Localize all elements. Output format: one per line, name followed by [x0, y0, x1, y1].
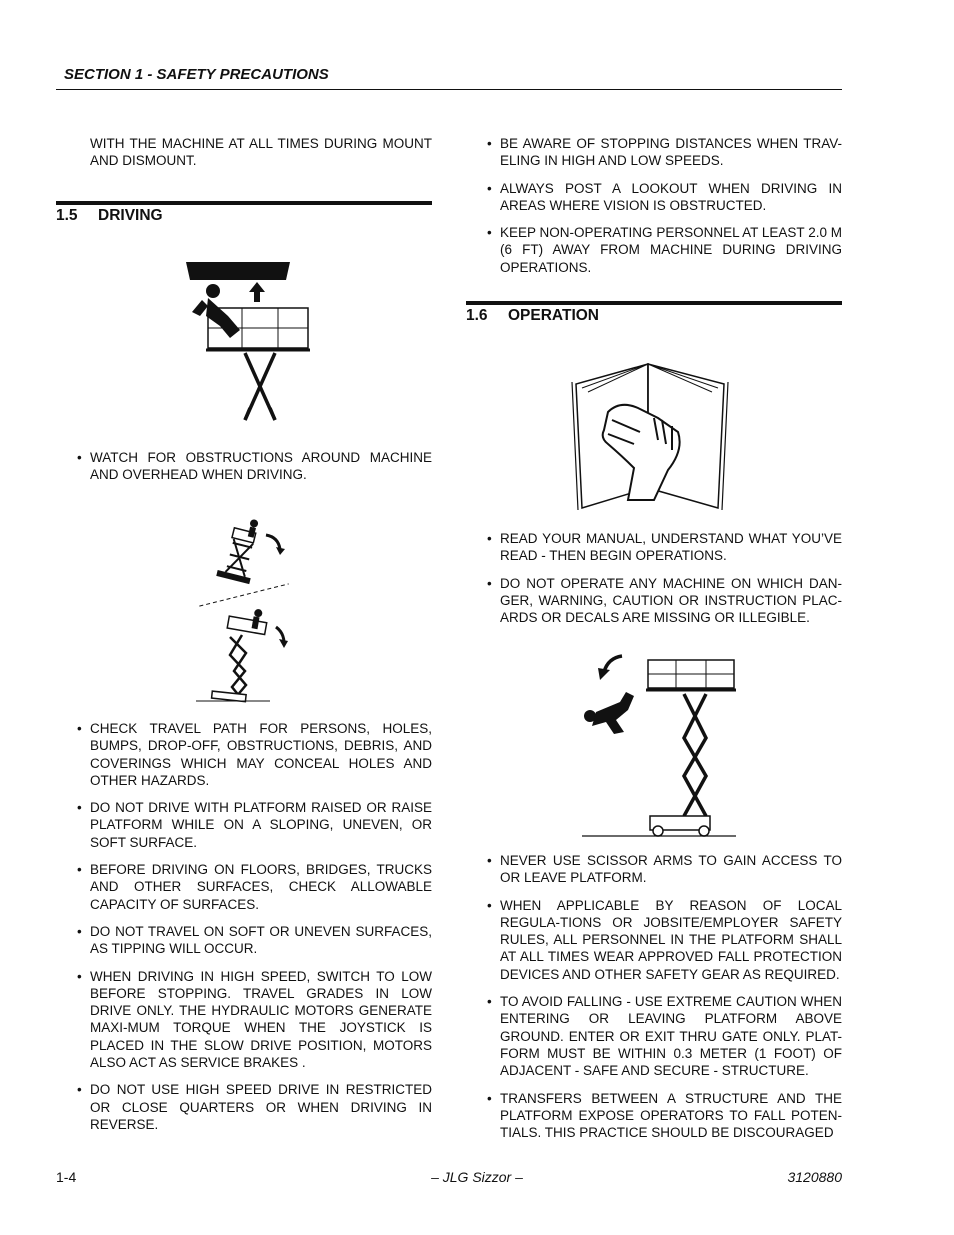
section-heading-driving	[56, 207, 163, 225]
section-rule-driving	[56, 201, 432, 205]
document-number: 3120880	[787, 1169, 842, 1185]
list-item: • BEFORE DRIVING ON FLOORS, BRIDGES, TRUCKS AND OTHER SURFACES, CHECK ALLOWABLE CAPACITY OF SURFACES.	[78, 861, 432, 913]
list-item: • TO AVOID FALLING - USE EXTREME CAUTION WHEN ENTERING OR LEAVING PLATFORM ABOVE GROUND. ENTER OR EXIT THRU GATE ONLY. PLAT-FORM MUST BE WITHIN 0.3 METER (1 FOOT) OF ADJACENT - SAFE AND SECURE - STRUCTURE.	[488, 993, 842, 1079]
overhead-obstruction-icon	[180, 258, 315, 426]
list-item: • BE AWARE OF STOPPING DISTANCES WHEN TRAV-ELING IN HIGH AND LOW SPEEDS.	[488, 135, 842, 170]
operation-bullet-list-1	[488, 530, 842, 636]
header-rule	[56, 89, 842, 90]
list-item: • DO NOT USE HIGH SPEED DRIVE IN RESTRICTED OR CLOSE QUARTERS OR WHEN DRIVING IN REVERSE.	[78, 1081, 432, 1133]
list-item: • WHEN DRIVING IN HIGH SPEED, SWITCH TO LOW BEFORE STOPPING. TRAVEL GRADES IN LOW DRIVE ONLY. THE HYDRAULIC MOTORS GENERATE MAXI-MUM TORQUE WHEN THE JOYSTICK IS PLACED IN THE SLOW DRIVE POSITION, MOTORS ALSO ACT AS SERVICE BRAKES .	[78, 968, 432, 1072]
driving-bullet-list-right	[488, 135, 842, 286]
list-item: • READ YOUR MANUAL, UNDERSTAND WHAT YOU’VE READ - THEN BEGIN OPERATIONS.	[488, 530, 842, 565]
manual-reading-icon	[568, 360, 733, 512]
fall-hazard-icon	[578, 650, 740, 840]
list-item: • WHEN APPLICABLE BY REASON OF LOCAL REGULA-TIONS OR JOBSITE/EMPLOYER SAFETY RULES, ALL PERSONNEL IN THE PLATFORM SHALL AT ALL TIMES WEAR APPROVED FALL PROTECTION DEVICES AND OTHER SAFETY GEAR AS REQUIRED.	[488, 897, 842, 983]
list-item: • ALWAYS POST A LOOKOUT WHEN DRIVING IN AREAS WHERE VISION IS OBSTRUCTED.	[488, 180, 842, 215]
list-item: • KEEP NON-OPERATING PERSONNEL AT LEAST 2.0 M (6 FT) AWAY FROM MACHINE DURING DRIVING OPERATIONS.	[488, 224, 842, 276]
section-title: DRIVING	[98, 207, 163, 224]
list-item: • CHECK TRAVEL PATH FOR PERSONS, HOLES, BUMPS, DROP-OFF, OBSTRUCTIONS, DEBRIS, AND COVERINGS WHICH MAY CONCEAL HOLES AND OTHER HAZARDS.	[78, 720, 432, 789]
list-item: • DO NOT OPERATE ANY MACHINE ON WHICH DAN-GER, WARNING, CAUTION OR INSTRUCTION PLAC-ARDS OR DECALS ARE MISSING OR ILLEGIBLE.	[488, 575, 842, 627]
footer-title: – JLG Sizzor –	[431, 1169, 523, 1185]
section-number: 1.5	[56, 207, 78, 224]
section-title: OPERATION	[508, 307, 599, 324]
section-header-title: SECTION 1 - SAFETY PRECAUTIONS	[64, 66, 329, 83]
list-item: • WATCH FOR OBSTRUCTIONS AROUND MACHINE AND OVERHEAD WHEN DRIVING.	[78, 449, 432, 484]
tipping-hazard-icon	[190, 515, 300, 705]
section-rule-operation	[466, 301, 842, 305]
list-item: • TRANSFERS BETWEEN A STRUCTURE AND THE PLATFORM EXPOSE OPERATORS TO FALL POTEN-TIALS. THIS PRACTICE SHOULD BE DISCOURAGED	[488, 1090, 842, 1142]
list-item: • NEVER USE SCISSOR ARMS TO GAIN ACCESS TO OR LEAVE PLATFORM.	[488, 852, 842, 887]
driving-bullet-list-1	[78, 449, 432, 494]
intro-paragraph: WITH THE MACHINE AT ALL TIMES DURING MOUNT AND DISMOUNT.	[90, 136, 432, 169]
operation-bullet-list-2	[488, 852, 842, 1151]
page-number: 1-4	[56, 1169, 77, 1185]
driving-bullet-list-2	[78, 720, 432, 1143]
list-item: • DO NOT TRAVEL ON SOFT OR UNEVEN SURFACES, AS TIPPING WILL OCCUR.	[78, 923, 432, 958]
section-heading-operation	[466, 307, 599, 325]
list-item: • DO NOT DRIVE WITH PLATFORM RAISED OR RAISE PLATFORM WHILE ON A SLOPING, UNEVEN, OR SOFT SURFACE.	[78, 799, 432, 851]
section-number: 1.6	[466, 307, 488, 324]
